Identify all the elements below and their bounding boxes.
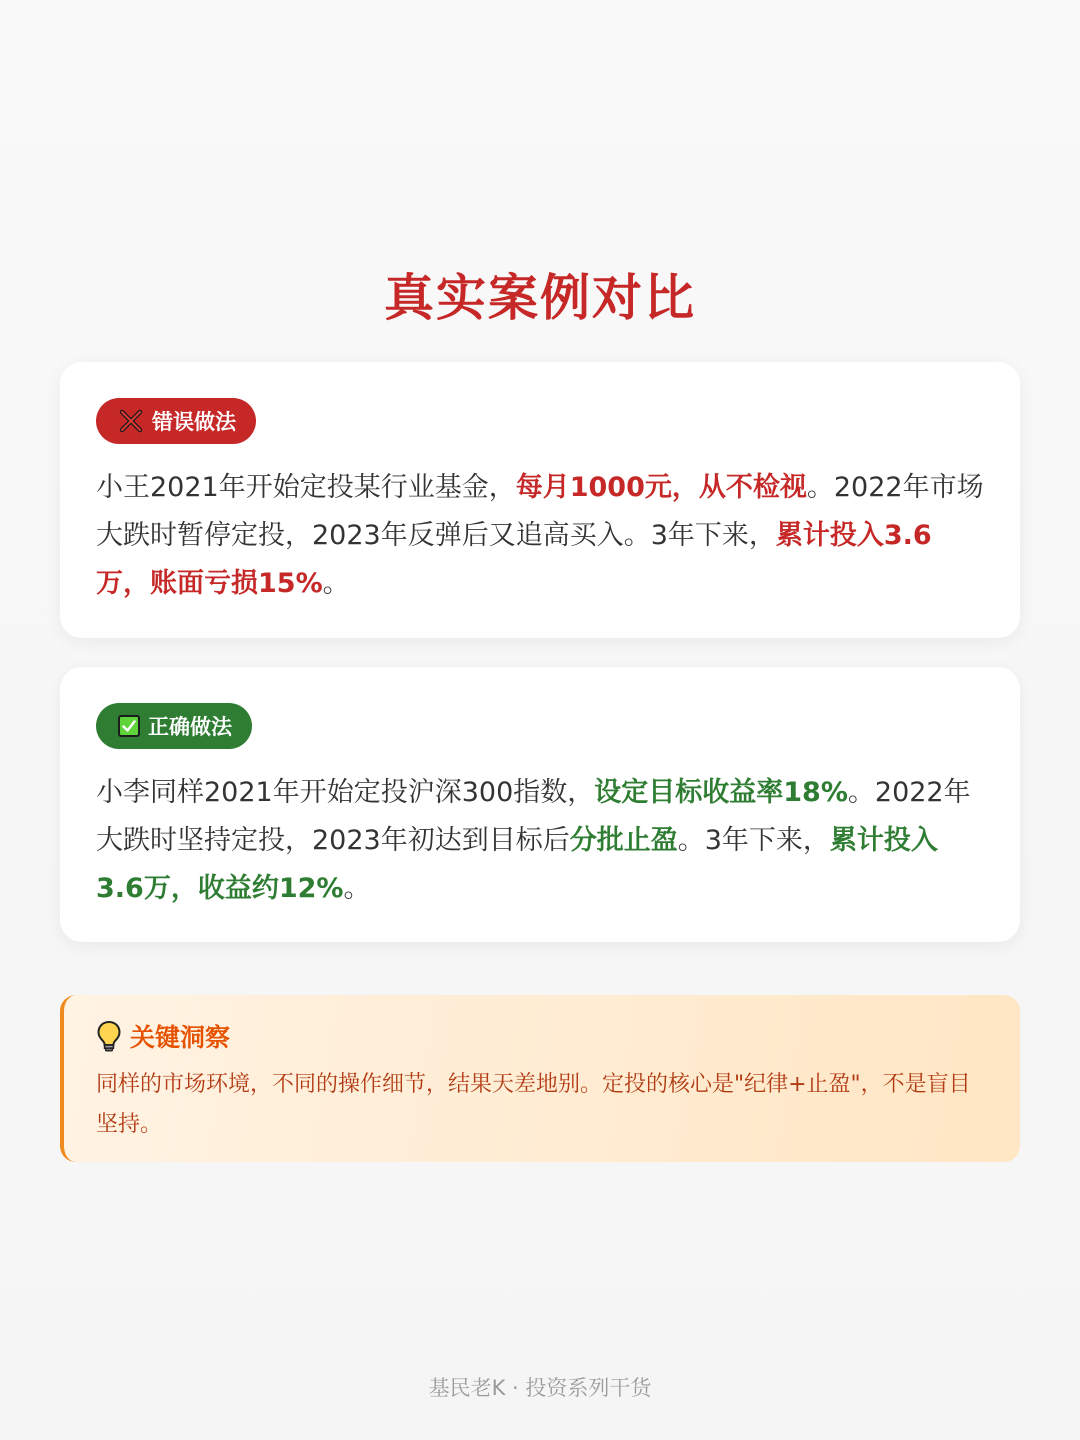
light-bulb-icon — [96, 1020, 122, 1052]
check-box-icon — [118, 715, 140, 737]
wrong-case-card — [60, 362, 1020, 638]
right-badge — [96, 703, 252, 749]
page-title: 真实案例对比 — [384, 269, 696, 327]
right-text-1: 小李同样2021年开始定投沪深300指数， — [96, 777, 595, 808]
right-highlight-1: 设定目标收益率18% — [594, 777, 848, 808]
right-highlight-3: 累计投入3.6万，收益约12% — [96, 825, 938, 904]
wrong-text-1: 小王2021年开始定投某行业基金， — [96, 472, 516, 503]
right-text-2: 。2022年大跌时坚持定投，2023年初达到目标后 — [96, 777, 971, 856]
insight-box — [60, 995, 1020, 1162]
wrong-text-2: 。2022年市场大跌时暂停定投，2023年反弹后又追高买入。3年下来， — [96, 472, 984, 551]
right-highlight-2: 分批止盈 — [569, 825, 678, 856]
wrong-highlight-2: 累计投入3.6万，账面亏损15% — [96, 520, 932, 599]
insight-text: 同样的市场环境，不同的操作细节，结果天差地别。定投的核心是"纪律+止盈"，不是盲目坚持。 — [96, 1072, 971, 1137]
wrong-text-3: 。 — [322, 568, 350, 599]
right-text-4: 。 — [343, 873, 371, 904]
footer-credit: 基民老K · 投资系列干货 — [428, 1376, 652, 1400]
wrong-case-text — [96, 464, 984, 608]
wrong-badge — [96, 398, 256, 444]
wrong-badge-label: 错误做法 — [152, 410, 236, 434]
right-case-text — [96, 769, 984, 913]
insight-header — [96, 1019, 988, 1053]
right-badge-label: 正确做法 — [148, 715, 232, 739]
wrong-highlight-1: 每月1000元，从不检视 — [515, 472, 807, 503]
right-text-3: 。3年下来， — [677, 825, 830, 856]
right-case-card — [60, 667, 1020, 942]
cross-mark-icon — [118, 408, 144, 434]
insight-heading: 关键洞察 — [130, 1023, 231, 1052]
